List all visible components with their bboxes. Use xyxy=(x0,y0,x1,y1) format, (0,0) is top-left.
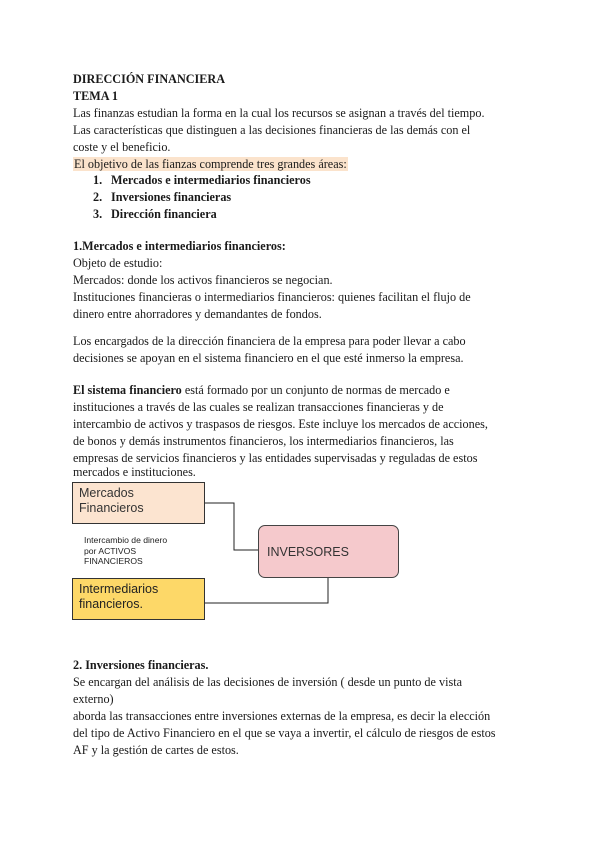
intro-line: Las finanzas estudian la forma en la cual los recursos se asignan a través del tiempo. xyxy=(73,106,485,120)
list-item xyxy=(93,206,217,223)
exchange-label-line: por ACTIVOS xyxy=(84,545,137,556)
section2-line: aborda las transacciones entre inversiones externas de la empresa, es decir la elección xyxy=(73,709,491,723)
exchange-label-line: Intercambio de dinero xyxy=(84,535,168,545)
section1-line: dinero entre ahorradores y demandantes de fondos. xyxy=(73,307,322,321)
mercados-financieros-box xyxy=(72,482,205,524)
box-label-line: Financieros xyxy=(79,501,144,515)
box-label-line: Intermediarios xyxy=(79,582,159,596)
intro-line: Las características que distinguen a las decisiones financieras de las demás con el xyxy=(73,123,471,137)
section2-line: del tipo de Activo Financiero en el que se vaya a invertir, el cálculo de riesgos de estos xyxy=(73,726,496,740)
list-item-label: Dirección financiera xyxy=(111,207,217,221)
list-item-number: 2. xyxy=(93,190,103,204)
section1-line: Objeto de estudio: xyxy=(73,256,163,270)
exchange-label-line: FINANCIEROS xyxy=(84,556,143,566)
list-item-number: 1. xyxy=(93,173,103,187)
list-item-number: 3. xyxy=(93,207,103,221)
sistema-line: empresas de servicios financieros y las entidades supervisadas y reguladas de estos xyxy=(73,451,478,465)
inversores-box: INVERSORES xyxy=(258,525,399,578)
sistema-line: intercambio de activos y traspasos de riesgos. Este incluye los mercados de acciones, xyxy=(73,417,488,431)
paragraph-line: Los encargados de la dirección financiera de la empresa para poder llevar a cabo xyxy=(73,334,466,348)
document-title: DIRECCIÓN FINANCIERA xyxy=(73,72,226,86)
list-item-label: Mercados e intermediarios financieros xyxy=(111,173,311,187)
connector-intermediarios-inversores xyxy=(205,578,328,603)
section2-heading: 2. Inversiones financieras. xyxy=(73,658,209,672)
list-item xyxy=(93,189,231,206)
box-label-line: financieros. xyxy=(79,597,143,611)
section1-line: Mercados: donde los activos financieros se negocian. xyxy=(73,273,333,287)
section2-line: externo) xyxy=(73,692,114,706)
sistema-first-text: está formado por un conjunto de normas de mercado e xyxy=(181,383,450,397)
topic-label: TEMA 1 xyxy=(73,89,119,103)
sistema-term: El sistema financiero xyxy=(73,383,182,397)
list-item xyxy=(93,172,311,189)
section1-line: Instituciones financieras o intermediarios financieros: quienes facilitan el flujo de xyxy=(73,290,471,304)
sistema-line: mercados e instituciones. xyxy=(73,465,196,479)
section1-heading: 1.Mercados e intermediarios financieros: xyxy=(73,239,286,253)
intro-line: coste y el beneficio. xyxy=(73,140,171,154)
exchange-label xyxy=(84,535,167,567)
objective-line xyxy=(73,156,348,173)
box-label-line: Mercados xyxy=(79,486,134,500)
connector-mercados-inversores xyxy=(205,503,258,550)
paragraph-line: decisiones se apoyan en el sistema financiero en el que esté inmerso la empresa. xyxy=(73,351,464,365)
section2-line: AF y la gestión de cartes de estos. xyxy=(73,743,239,757)
sistema-first-line xyxy=(73,382,450,399)
list-item-label: Inversiones financieras xyxy=(111,190,232,204)
intermediarios-financieros-box xyxy=(72,578,205,620)
highlighted-objective: El objetivo de las fianzas comprende tres grandes áreas: xyxy=(74,157,347,171)
sistema-line: de bonos y demás instrumentos financieros, los intermediarios financieros, las xyxy=(73,434,454,448)
sistema-line: instituciones a través de las cuales se realizan transacciones financieras y de xyxy=(73,400,444,414)
section2-line: Se encargan del análisis de las decisiones de inversión ( desde un punto de vista xyxy=(73,675,462,689)
